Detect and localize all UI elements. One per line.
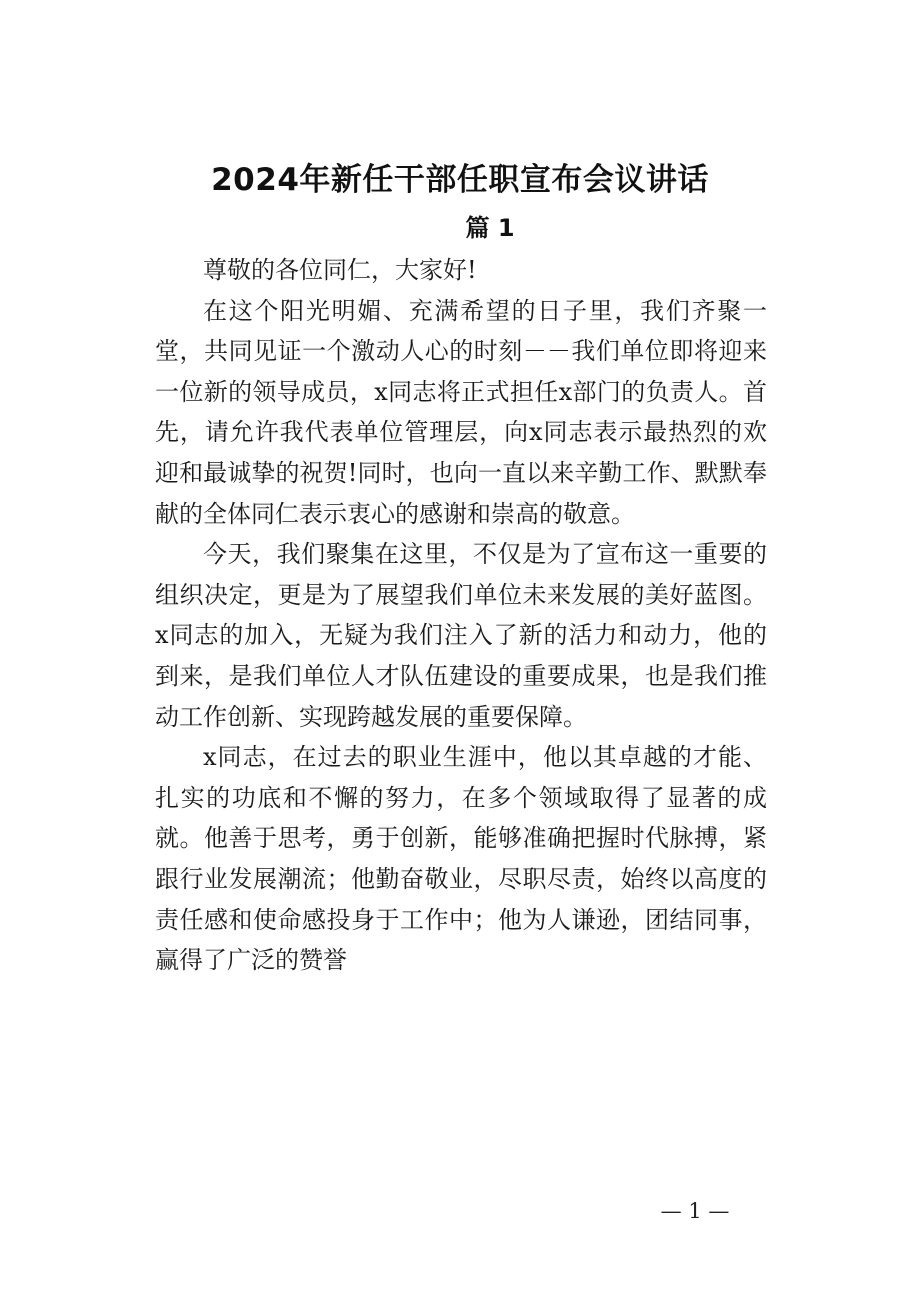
- paragraph-2: 今天，我们聚集在这里，不仅是为了宣布这一重要的组织决定，更是为了展望我们单位未来发展的美好蓝图。x同志的加入，无疑为我们注入了新的活力和动力，他的到来，是我们单位人才队伍建设的重要成果，也是我们推动工作创新、实现跨越发展的重要保障。: [155, 540, 767, 731]
- document-subtitle: 篇 1: [465, 214, 515, 242]
- page-number: — 1 —: [660, 1199, 730, 1223]
- paragraph-greeting: 尊敬的各位同仁，大家好!: [203, 256, 477, 284]
- document-body: [155, 250, 767, 981]
- paragraph-1: 在这个阳光明媚、充满希望的日子里，我们齐聚一堂，共同见证一个激动人心的时刻－－我们单位即将迎来一位新的领导成员，x同志将正式担任x部门的负责人。首先，请允许我代表单位管理层，向x同志表示最热烈的欢迎和最诚挚的祝贺!同时，也向一直以来辛勤工作、默默奉献的全体同仁表示衷心的感谢和崇高的敬意。: [155, 296, 767, 528]
- paragraph-3: x同志，在过去的职业生涯中，他以其卓越的才能、扎实的功底和不懈的努力，在多个领域取得了显著的成就。他善于思考，勇于创新，能够准确把握时代脉搏，紧跟行业发展潮流；他勤奋敬业，尽职尽责，始终以高度的责任感和使命感投身于工作中；他为人谦逊，团结同事，赢得了广泛的赞誉: [155, 743, 767, 975]
- document-title: 2024年新任干部任职宣布会议讲话: [211, 162, 709, 198]
